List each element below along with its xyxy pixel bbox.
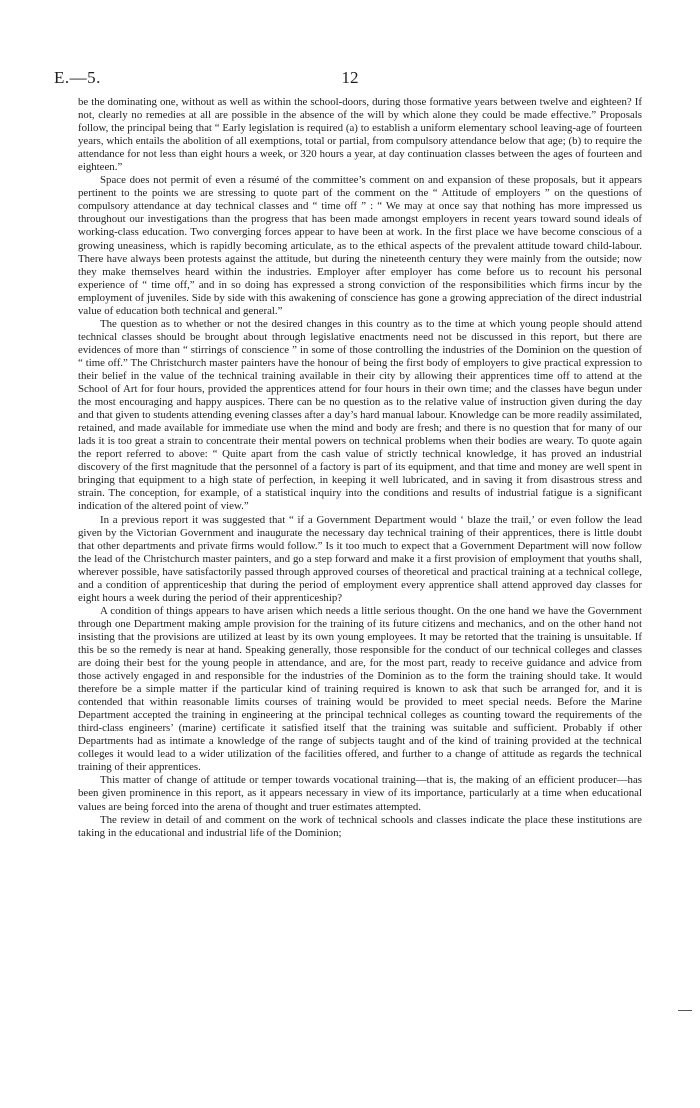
body-text (78, 96, 642, 840)
paragraph-6: This matter of change of attitude or temper towards vocational training—that is, the making of an efficient producer—has been given prominence in this report, as it appears necessary in view of its importance, particularly at a time when educational values are being forced into the arena of thought and truer estimates attempted. (78, 774, 642, 813)
paragraph-1: be the dominating one, without as well as within the school-doors, during those formative years between twelve and eighteen? If not, clearly no remedies at all are possible in the absence of the will by which alone they could be made effective.” Proposals follow, the principal being that “ Early legislation is required (a) to establish a uniform elementary school leaving-age of fourteen years, which entails the abolition of all exemptions, total or partial, from compulsory attendance below that age; (b) to require the attendance for not less than eight hours a week, or 320 hours a year, at day continuation classes between the ages of fourteen and eighteen.” (78, 96, 642, 174)
section-reference: E.—5. (54, 68, 101, 87)
page-header (54, 68, 646, 90)
margin-mark (678, 1010, 692, 1011)
paragraph-3: The question as to whether or not the desired changes in this country as to the time at which young people should attend technical classes should be brought about through legislative enactments need not be discussed in this report, but there are evidences of more than “ stirrings of conscience ” in some of those controlling the industries of the Dominion on the question of “ time off.” The Christchurch master painters have the honour of being the first body of employers to give practical expression to their belief in the value of the technical training available in their city by allowing their apprentices time off to attend at the School of Art for four hours, provided the apprentices attend for four hours in their own time; and the classes have begun under the most encouraging and happy auspices. There can be no question as to the relative value of instruction given during the day and that given to students attending evening classes after a day’s hard manual labour. Knowledge can be more readily assimilated, retained, and made available for immediate use when the mind and body are fresh; and there is no question that for many of our lads it is too great a strain to concentrate their mental powers on technical problems when their bodies are weary. To quote again the report referred to above: “ Quite apart from the cash value of strictly technical knowledge, it has proved an industrial discovery of the first magnitude that the personnel of a factory is part of its equipment, and that time and money are well spent in bringing that equipment to a high state of perfection, in keeping it well lubricated, and in saving it from disastrous stress and strain. The conception, for example, of a statistical inquiry into the conditions and results of industrial fatigue is a significant indication of the altered point of view.” (78, 317, 643, 513)
paragraph-5: A condition of things appears to have arisen which needs a little serious thought. On the one hand we have the Government through one Department making ample provision for the training of its future citizens and mechanics, and on the other hand not insisting that the provisions are utilized at least by its own young employees. It may be retorted that the training is unsuitable. If this be so the remedy is near at hand. Speaking generally, those responsible for the conduct of our technical colleges and classes are doing their best for the young people in attendance, and are, for the most part, ready to receive guidance and advice from those actively engaged in and responsible for the industries of the Dominion as to the form the training should take. It would therefore be a simple matter if the particular kind of training required is known to ask that such be arranged for, and it is contended that within reasonable limits courses of training would be provided to meet special needs. Before the Marine Department accepted the training in engineering at the principal technical colleges as counting toward the requirements of the third-class engineers’ (marine) certificate it satisfied itself that the training was suitable and sufficient. Probably if other Departments had as intimate a knowledge of the range of subjects taught and of the kind of training provided at the technical colleges it would lead to a wider utilization of the facilities offered, and further to a change of attitude as regards the technical training of their apprentices. (78, 604, 642, 774)
page-number: 12 (341, 68, 359, 87)
paragraph-4: In a previous report it was suggested that “ if a Government Department would ‘ blaze the trail,’ or even follow the lead given by the Victorian Government and inaugurate the necessary day technical training of their apprentices, there is little doubt that other departments and private firms would follow.” Is it too much to expect that a Government Department will now follow the lead of the Christchurch master painters, and go a step forward and make it a first provision of employment that youths shall, wherever possible, have satisfactorily passed through approved courses of theoretical and practical training at a technical college, and a condition of apprenticeship that during the period of employment every apprentice shall attend approved day classes for eight hours a week during the period of their apprenticeship? (78, 513, 642, 604)
paragraph-7: The review in detail of and comment on the work of technical schools and classes indicate the place these institutions are taking in the educational and industrial life of the Dominion; (78, 813, 642, 839)
paragraph-2: Space does not permit of even a résumé of the committee’s comment on and expansion of these proposals, but it appears pertinent to the points we are stressing to quote part of the comment on the “ Attitude of employers ” on the questions of compulsory attendance at day technical classes and “ time off ” : “ We may at once say that nothing has more impressed us throughout our investigations than the progress that has been made amongst employers in recent years toward sound ideals of working-class education. Two converging forces appear to have been at work. In the first place we have become conscious of a growing uneasiness, which is rapidly becoming articulate, as to the ethical aspects of the prevalent attitude toward child-labour. There have always been protests against the attitude, but during the nineteenth century they were mainly from the outside; now they make themselves heard within the industries. Employer after employer has come before us to recount his personal experience of “ time off,” and in so doing has expressed a strong conviction of the responsibilities which firms incur by the employment of juveniles. Side by side with this awakening of conscience has gone a growing appreciation of the direct industrial value of education both technical and general.” (78, 174, 642, 317)
